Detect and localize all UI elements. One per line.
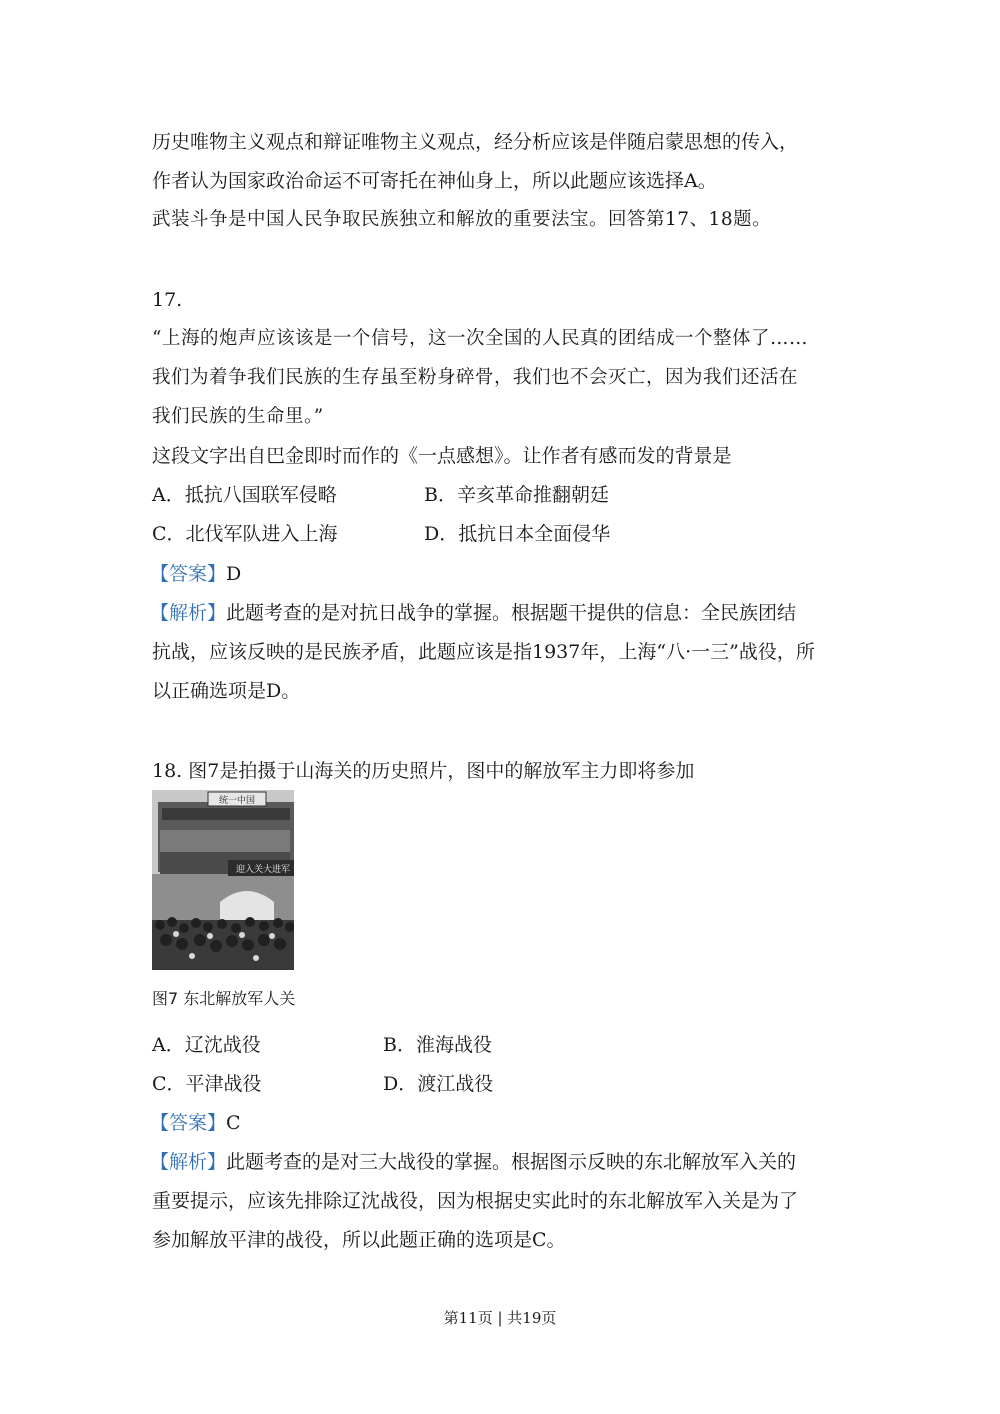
shanhaiguan-photo-drawing — [152, 790, 294, 970]
q18-option-d: D．渡江战役 — [383, 1073, 494, 1095]
q18-answer-tag: 【答案】 — [150, 1112, 227, 1134]
q17-answer — [150, 562, 241, 586]
figure-caption: 图7 东北解放军人关 — [152, 989, 296, 1008]
q17-stem: 这段文字出自巴金即时而作的《一点感想》。让作者有感而发的背景是 — [152, 445, 732, 467]
q17-answer-value: D — [226, 563, 242, 585]
q17-option-c: C．北伐军队进入上海 — [152, 523, 338, 545]
q17-quote-line-1: “上海的炮声应该该是一个信号，这一次全国的人民真的团结成一个整体了…… — [152, 328, 808, 349]
q17-analysis-tag: 【解析】 — [150, 602, 227, 624]
page-footer: 第11页 | 共19页 — [443, 1309, 557, 1327]
q17-analysis-line-2: 抗战，应该反映的是民族矛盾，此题应该是指1937年，上海“八·一三”战役，所 — [152, 641, 815, 663]
photo-sign-top: 统一中国 — [218, 796, 256, 806]
photo-sign-banner: 迎入关大进军 — [235, 865, 291, 875]
q18-analysis-tag: 【解析】 — [150, 1151, 227, 1173]
intro-line-3: 武装斗争是中国人民争取民族独立和解放的重要法宝。回答第17、18题。 — [152, 209, 772, 230]
q17-analysis-text-1: 此题考查的是对抗日战争的掌握。根据题干提供的信息：全民族团结 — [226, 602, 797, 624]
q18-stem: 18. 图7是拍摄于山海关的历史照片，图中的解放军主力即将参加 — [152, 760, 695, 782]
q18-analysis-line-1 — [150, 1150, 796, 1174]
q18-answer — [150, 1111, 241, 1135]
q17-option-b: B．辛亥革命推翻朝廷 — [424, 484, 609, 506]
q18-analysis-text-1: 此题考查的是对三大战役的掌握。根据图示反映的东北解放军入关的 — [226, 1151, 797, 1173]
q17-answer-tag: 【答案】 — [150, 563, 227, 585]
q18-option-c: C．平津战役 — [152, 1073, 262, 1095]
q17-number: 17. — [152, 289, 183, 311]
q17-analysis-line-1 — [150, 601, 796, 625]
q17-quote-line-3: 我们民族的生命里。” — [152, 406, 324, 427]
q17-quote-line-2: 我们为着争我们民族的生存虽至粉身碎骨，我们也不会灭亡，因为我们还活在 — [152, 367, 799, 388]
q18-answer-value: C — [226, 1112, 241, 1134]
intro-line-1: 历史唯物主义观点和辩证唯物主义观点，经分析应该是伴随启蒙思想的传入， — [152, 131, 799, 153]
q18-analysis-line-3: 参加解放平津的战役，所以此题正确的选项是C。 — [152, 1229, 566, 1251]
q18-option-a: A．辽沈战役 — [152, 1034, 261, 1056]
intro-line-2: 作者认为国家政治命运不可寄托在神仙身上，所以此题应该选择A。 — [152, 170, 717, 192]
shanhaiguan-photo — [152, 790, 294, 970]
q17-option-d: D．抵抗日本全面侵华 — [424, 523, 611, 545]
q18-option-b: B．淮海战役 — [383, 1034, 492, 1056]
q18-analysis-line-2: 重要提示，应该先排除辽沈战役，因为根据史实此时的东北解放军入关是为了 — [152, 1190, 799, 1212]
q17-option-a: A．抵抗八国联军侵略 — [152, 484, 337, 506]
q17-analysis-line-3: 以正确选项是D。 — [152, 680, 301, 702]
